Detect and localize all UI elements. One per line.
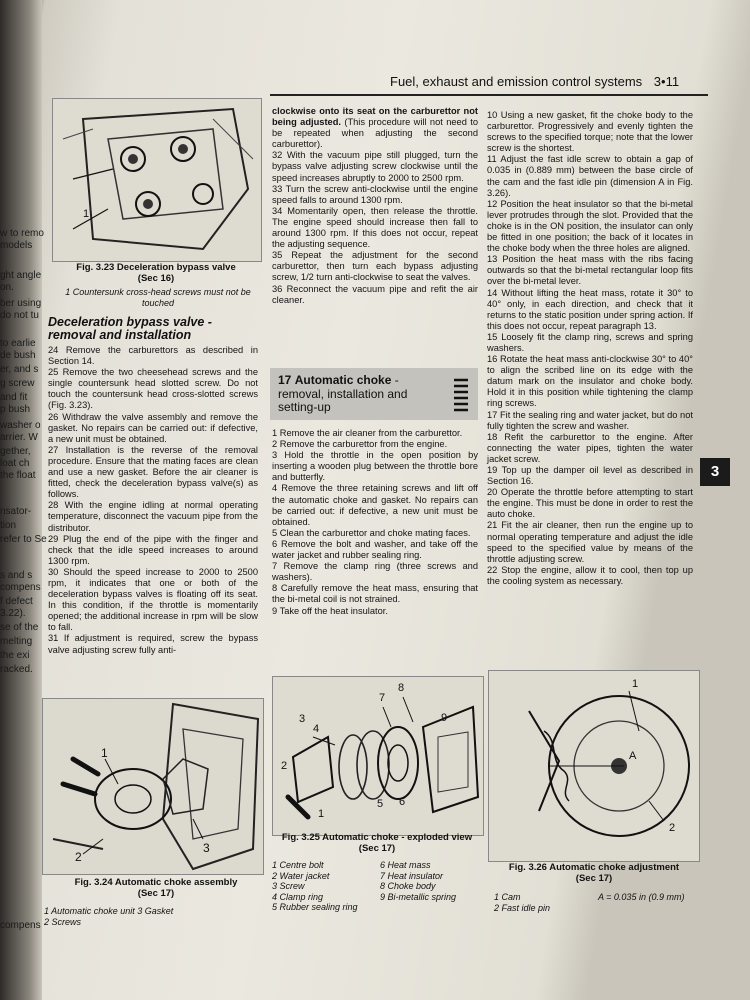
fig-3-23-callout: 1 (83, 208, 90, 220)
paragraph: 30 Should the speed increase to 2000 to 2500 rpm, it indicates that one or both of the deceleration bypass valves is floating off its seat. In this condition, if the throttle is momentarily opened; the additional increase in rpm will be slow to fall. (48, 566, 258, 633)
fig-3-25-callout: 5 (377, 798, 384, 810)
fig-3-24-illustration (42, 698, 264, 875)
paragraph: 19 Top up the damper oil level as described in Section 16. (487, 465, 693, 487)
paragraph: 18 Refit the carburettor to the engine. After connecting the water pipes, tighten the water jacket screw. (487, 431, 693, 464)
fig-3-26-callout: 2 (669, 822, 676, 834)
section-heading-bypass-valve: Deceleration bypass valve - removal and installation (48, 315, 212, 342)
fig-3-25-callout: 3 (299, 713, 306, 725)
paragraph: 1 Remove the air cleaner from the carburettor. (272, 428, 463, 438)
column-2-paragraphs-section-17 (272, 428, 478, 617)
paragraph: 21 Fit the air cleaner, then run the engine up to normal operating temperature and adjust the idle speed to the specified value by means of the throttle adjusting screw. (487, 520, 693, 564)
legend-line: 8 Choke body (380, 881, 436, 891)
fig-3-25-callout: 4 (313, 723, 320, 735)
sliver-text-line: the exi (0, 650, 30, 661)
paragraph: 31 If adjustment is required, screw the bypass valve adjusting screw fully anti- (48, 633, 258, 655)
paragraph: 24 Remove the carburettors as described in Section 14. (48, 345, 258, 367)
sliver-text-line: f defect (0, 596, 33, 607)
sliver-text-line: and fit (0, 392, 28, 403)
sliver-text-line: compens (0, 920, 41, 931)
paragraph: 8 Carefully remove the heat mass, ensuring that the bi-metal coil is not strained. (272, 583, 478, 605)
fig-3-26-callout: 1 (632, 678, 639, 690)
fig-3-24-callout-1: 1 (101, 746, 108, 760)
column-1-paragraphs (48, 345, 258, 656)
fig-3-24-legend (44, 906, 264, 927)
paragraph: 10 Using a new gasket, fit the choke body to the carburettor. Progressively and evenly tighten the screws to the specified torque; note that the lower screw is the shortest. (487, 110, 693, 154)
fig-3-25-title: Fig. 3.25 Automatic choke - exploded view (281, 832, 473, 843)
fig-3-26-illustration (488, 670, 700, 862)
paragraph: 20 Operate the throttle before attempting to start the engine. This must be done in order to rest the auto choke. (487, 487, 693, 520)
sliver-text-line: 3.22). (0, 608, 26, 619)
fig-3-24-legend-line: 1 Automatic choke unit 3 Gasket (44, 906, 174, 916)
legend-line: 7 Heat insulator (380, 870, 444, 881)
legend-line: 1 Centre bolt (272, 860, 324, 870)
fig-3-26-dimension: A = 0.035 in (0.9 mm) (598, 892, 685, 902)
fig-3-26-legend (494, 892, 594, 913)
sliver-text-line: racked. (0, 664, 33, 675)
section-17-heading-box (270, 368, 478, 420)
column-2-paragraphs (272, 150, 478, 305)
fig-3-24-title: Fig. 3.24 Automatic choke assembly (74, 877, 238, 888)
fig-3-26-legend-line: 1 Cam (494, 892, 521, 902)
paragraph: 15 Loosely fit the clamp ring, screws and spring washers. (487, 331, 693, 353)
fig-3-23-legend: 1 Countersunk cross-head screws must not be touched (65, 287, 251, 308)
column-1 (48, 316, 258, 656)
sliver-text-line: er, and s (0, 364, 39, 375)
section-17-heading (278, 374, 428, 415)
sliver-text-line: arrier. W (0, 432, 38, 443)
header-title: Fuel, exhaust and emission control systems (390, 74, 643, 89)
paragraph-31-continued (272, 106, 478, 150)
legend-line: 3 Screw (272, 881, 305, 891)
fig-3-25-callout: 8 (398, 682, 405, 694)
fig-3-25-sec: (Sec 17) (358, 843, 396, 854)
header-page-number: 3•11 (653, 74, 680, 89)
column-3-paragraphs (487, 110, 693, 587)
sliver-text-line: de bush (0, 350, 36, 361)
paragraph: 33 Turn the screw anti-clockwise until the engine speed falls to around 1300 rpm. (272, 183, 478, 205)
fig-3-24-callout-3: 3 (203, 841, 210, 855)
sliver-text-line: compens (0, 582, 41, 593)
sliver-text-line: se of the (0, 622, 39, 633)
section-number: 17 (278, 373, 292, 387)
fig-3-25-caption (272, 832, 482, 854)
fig-3-25-callout: 1 (318, 808, 325, 820)
paragraph: 3 Hold the throttle in the open position by inserting a wooden plug between the throttle bore and butterfly. (272, 450, 478, 483)
section-title-rest: - removal, installation and setting-up (278, 373, 408, 414)
paragraph: 36 Reconnect the vacuum pipe and refit the air cleaner. (272, 283, 478, 305)
fig-3-24-caption (52, 877, 260, 899)
fig-3-25-legend-right (380, 860, 490, 902)
paragraph: 29 Plug the end of the pipe with the finger and check that the idle speed increases to around 1300 rpm. (48, 533, 258, 566)
sliver-text-line: ght angle (0, 270, 42, 281)
paragraph: 11 Adjust the fast idle screw to obtain a gap of 0.035 in (0.889 mm) between the base circle of the cam and the fast idle pin (dimension A in Fig. 3.26). (487, 154, 693, 198)
fig-3-25-callout: 7 (379, 692, 386, 704)
column-2-top (272, 106, 478, 306)
paragraph: 16 Rotate the heat mass anti-clockwise 30° to 40° to align the scribed line on its edge with the datum mark on the insulator and choke body. Hold it in this position while tightening the clamp ring screws. (487, 354, 693, 409)
fig-3-26-caption (490, 862, 698, 884)
sliver-text-line: the float (0, 470, 36, 481)
paragraph: 26 Withdraw the valve assembly and remove the gasket. No repairs can be carried out: if defective, a new unit must be obtained. (48, 411, 258, 444)
legend-line: 6 Heat mass (380, 860, 431, 870)
paragraph: 17 Fit the sealing ring and water jacket, but do not fully tighten the screw and washer. (487, 409, 693, 431)
column-3 (487, 110, 693, 587)
difficulty-spanner-icon (450, 376, 472, 414)
fig-3-25-legend-left (272, 860, 382, 913)
paragraph: 9 Take off the heat insulator. (272, 605, 388, 616)
paragraph: 22 Stop the engine, allow it to cool, then top up the cooling system as necessary. (487, 564, 693, 586)
paragraph: 34 Momentarily open, then release the throttle. The engine speed should increase then fall to around 1300 rpm. If this does not occur, repeat the adjusting sequence. (272, 205, 478, 250)
fig-3-25-callout: 6 (399, 796, 406, 808)
legend-line: 2 Water jacket (272, 870, 330, 881)
sliver-text-line: loat ch (0, 458, 30, 469)
fig-3-26-title: Fig. 3.26 Automatic choke adjustment (508, 862, 680, 873)
sliver-text-line: washer o (0, 420, 41, 431)
chapter-tab: 3 (700, 458, 730, 486)
legend-line: 4 Clamp ring (272, 891, 324, 902)
fig-3-25-callout: 2 (281, 760, 288, 772)
sliver-text-line: tion (0, 520, 17, 531)
paragraph: 6 Remove the bolt and washer, and take off the water jacket and rubber sealing ring. (272, 538, 478, 561)
fig-3-26-legend-line: 2 Fast idle pin (494, 902, 551, 913)
paragraph: 35 Repeat the adjustment for the second carburettor, then turn each bypass adjusting screw, 1/2 turn anti-clockwise to seat the valves. (272, 250, 478, 283)
paragraph: 28 With the engine idling at normal operating temperature, disconnect the vacuum pipe from the distributor. (48, 500, 258, 533)
fig-3-25-callout: 9 (441, 712, 448, 724)
lead-text: (This procedure will not need to be repeated when adjusting the second carburettor). (272, 117, 479, 150)
section-title-bold: Automatic choke (294, 373, 392, 387)
sliver-text-line: on. (0, 282, 14, 293)
column-2-bottom (272, 428, 478, 617)
fig-3-24-sec: (Sec 17) (137, 888, 175, 899)
sliver-text-line: refer to Se (0, 534, 47, 545)
fig-3-23-illustration (52, 98, 262, 262)
adjacent-page-sliver (0, 0, 47, 1000)
sliver-text-line: models (0, 240, 33, 251)
sliver-text-line: gether, (0, 446, 31, 457)
sliver-text-line: w to remo (0, 228, 44, 239)
sliver-text-line: nsator- (0, 506, 32, 517)
sliver-text-line: p bush (0, 404, 31, 415)
fig-3-23-sec: (Sec 16) (137, 273, 175, 284)
page-header (390, 74, 679, 89)
fig-3-23-caption (52, 262, 260, 284)
fig-3-24-legend-line: 2 Screws (44, 916, 82, 927)
sliver-text-line: ber using (0, 298, 42, 309)
paragraph: 4 Remove the three retaining screws and lift off the automatic choke and gasket. No repairs can be carried out: if defective, a new unit must be obtained. (272, 483, 478, 527)
paragraph: 7 Remove the clamp ring (three screws and washers). (272, 561, 478, 583)
sliver-text-line: s and s (0, 570, 33, 581)
paragraph: 12 Position the heat insulator so that the bi-metal lever protrudes through the slot. Provided that the choke is in the ON position, the insulator can only be fitted in one position; the back of it locates in the choke body when the three holes are aligned. (487, 198, 693, 254)
legend-line: 5 Rubber sealing ring (272, 902, 358, 912)
fig-3-25-illustration (272, 676, 484, 836)
paragraph: 5 Clean the carburettor and choke mating faces. (272, 527, 471, 538)
paragraph: 32 With the vacuum pipe still plugged, turn the bypass valve adjusting screw clockwise until the speed increases abruptly to 2000 to 2500 rpm. (272, 150, 478, 183)
sliver-text-line: to earlie (0, 338, 36, 349)
sliver-text-line: do not tu (0, 310, 39, 321)
paragraph: 2 Remove the carburettor from the engine. (272, 439, 448, 450)
header-rule (270, 94, 708, 96)
fig-3-26-callout: A (629, 750, 637, 762)
paragraph: 25 Remove the two cheesehead screws and the single countersunk head slotted screw. Do not touch the countersunk head cross-slotted screws (Fig. 3.23). (48, 367, 258, 411)
fig-3-23-title: Fig. 3.23 Deceleration bypass valve (76, 262, 236, 273)
legend-line: 9 Bi-metallic spring (380, 891, 457, 902)
sliver-text-line: g screw (0, 378, 35, 389)
paragraph: 27 Installation is the reverse of the removal procedure. Ensure that the mating faces are clean and use a new gasket. Before the air cleaner is fitted, check the deceleration bypass valve(s) as follows. (48, 444, 258, 500)
paragraph: 13 Position the heat mass with the ribs facing outwards so that the bi-metal rectangular loop fits over the bi-metal lever. (487, 254, 693, 287)
fig-3-26-sec: (Sec 17) (575, 873, 613, 884)
lead-bold-text: clockwise onto its seat on the carburettor not being adjusted. (272, 106, 478, 128)
sliver-text-line: melting (0, 636, 33, 647)
paragraph: 14 Without lifting the heat mass, rotate it 30° to 40° only, in each direction, and check that it returns to the static position under spring action. If this does not occur, repeat paragraph 13. (487, 287, 693, 331)
fig-3-24-callout-2: 2 (75, 850, 82, 864)
